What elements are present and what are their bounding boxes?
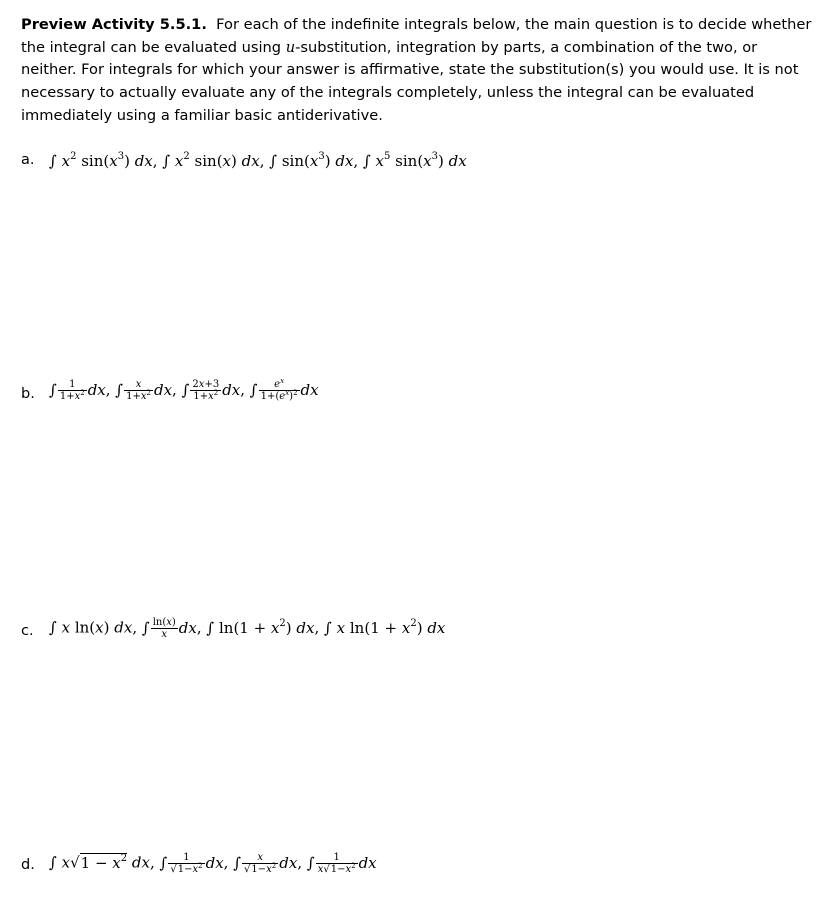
part-d-label: d. — [21, 857, 35, 873]
integral-a2: ∫ $x^2$ sin(x) dx — [162, 151, 260, 170]
part-c-label: c. — [21, 623, 34, 639]
part-d-integrals: ∫ $x√1 - x^2$ dx, ∫ $\frac{1}{√1-x^2}$ dx, ∫ $\frac{x}{√1-x^2}$ dx, ∫ $\frac{1}{x√1-x^2}$ dx — [49, 852, 377, 875]
integral-a1: ∫ $x^2$ $\sin(x^3)$ dx — [49, 151, 153, 170]
activity-text-2: -substitution, integration by parts, a combination of the two, or neither. For integrals for which your answer is affirmative, state the substitution(s) you would use. It is not necessary to actually evaluate any of the integrals completely, unless the integral can be evaluated immediately using a familiar basic antiderivative. — [21, 38, 799, 124]
integral-b4: ∫ $\frac{e^x}{1+(e^x)^2}$ dx — [249, 377, 319, 402]
integral-b2: ∫ $\frac{x}{1+x^2}$ dx — [115, 379, 173, 402]
part-c-integrals: ∫ x ln(x) dx, ∫ $\frac{\ln(x)}{x}$ dx, ∫ $\ln(1 + x^2)$ dx, ∫ x $\ln(1 + x^2)$ dx — [49, 617, 446, 640]
integral-d1: ∫ $x√1 - x^2$ dx — [49, 852, 150, 872]
activity-title: Preview Activity 5.5.1. — [21, 16, 207, 33]
integral-d2: ∫ $\frac{1}{√1-x^2}$ dx — [159, 852, 224, 875]
integral-b3: ∫ $\frac{2x+3}{1+x^2}$ dx — [181, 379, 241, 402]
integral-c3: ∫ $\ln(1 + x^2)$ dx — [206, 617, 315, 637]
part-b-label: b. — [21, 386, 35, 402]
integral-d4: ∫ $\frac{1}{x√1-x^2}$ dx — [306, 852, 377, 875]
integral-c1: ∫ x ln(x) dx — [49, 618, 133, 637]
integral-a4: ∫ $x^5$ $\sin(x^3)$ dx — [362, 151, 467, 170]
u-symbol: u — [285, 38, 296, 56]
integral-c2: ∫ $\frac{\ln(x)}{x}$ dx — [141, 617, 197, 640]
part-a-integrals: ∫ $x^2$ $\sin(x^3)$ dx, ∫ $x^2$ sin(x) dx, ∫ $\sin(x^3)$ dx, ∫ $x^5$ $\sin(x^3)$ dx — [49, 151, 467, 170]
integral-a3: ∫ $\sin(x^3)$ dx — [269, 151, 354, 170]
part-a-label: a. — [21, 152, 35, 168]
integral-c4: ∫ x $\ln(1 + x^2)$ dx — [324, 617, 446, 637]
integral-d3: ∫ $\frac{x}{√1-x^2}$ dx — [233, 852, 298, 875]
activity-text-1: For each of the indefinite integrals below, the main question is to decide whether the integral can be evaluated using — [21, 16, 812, 56]
activity-prompt — [21, 14, 813, 128]
part-b-integrals: ∫ $\frac{1}{1+x^2}$ dx, ∫ $\frac{x}{1+x^2}$ dx, ∫ $\frac{2x+3}{1+x^2}$ dx, ∫ $\frac{e^x}{1+(e^x)^2}$ dx — [49, 377, 319, 402]
integral-b1: ∫ $\frac{1}{1+x^2}$ dx — [49, 379, 106, 402]
